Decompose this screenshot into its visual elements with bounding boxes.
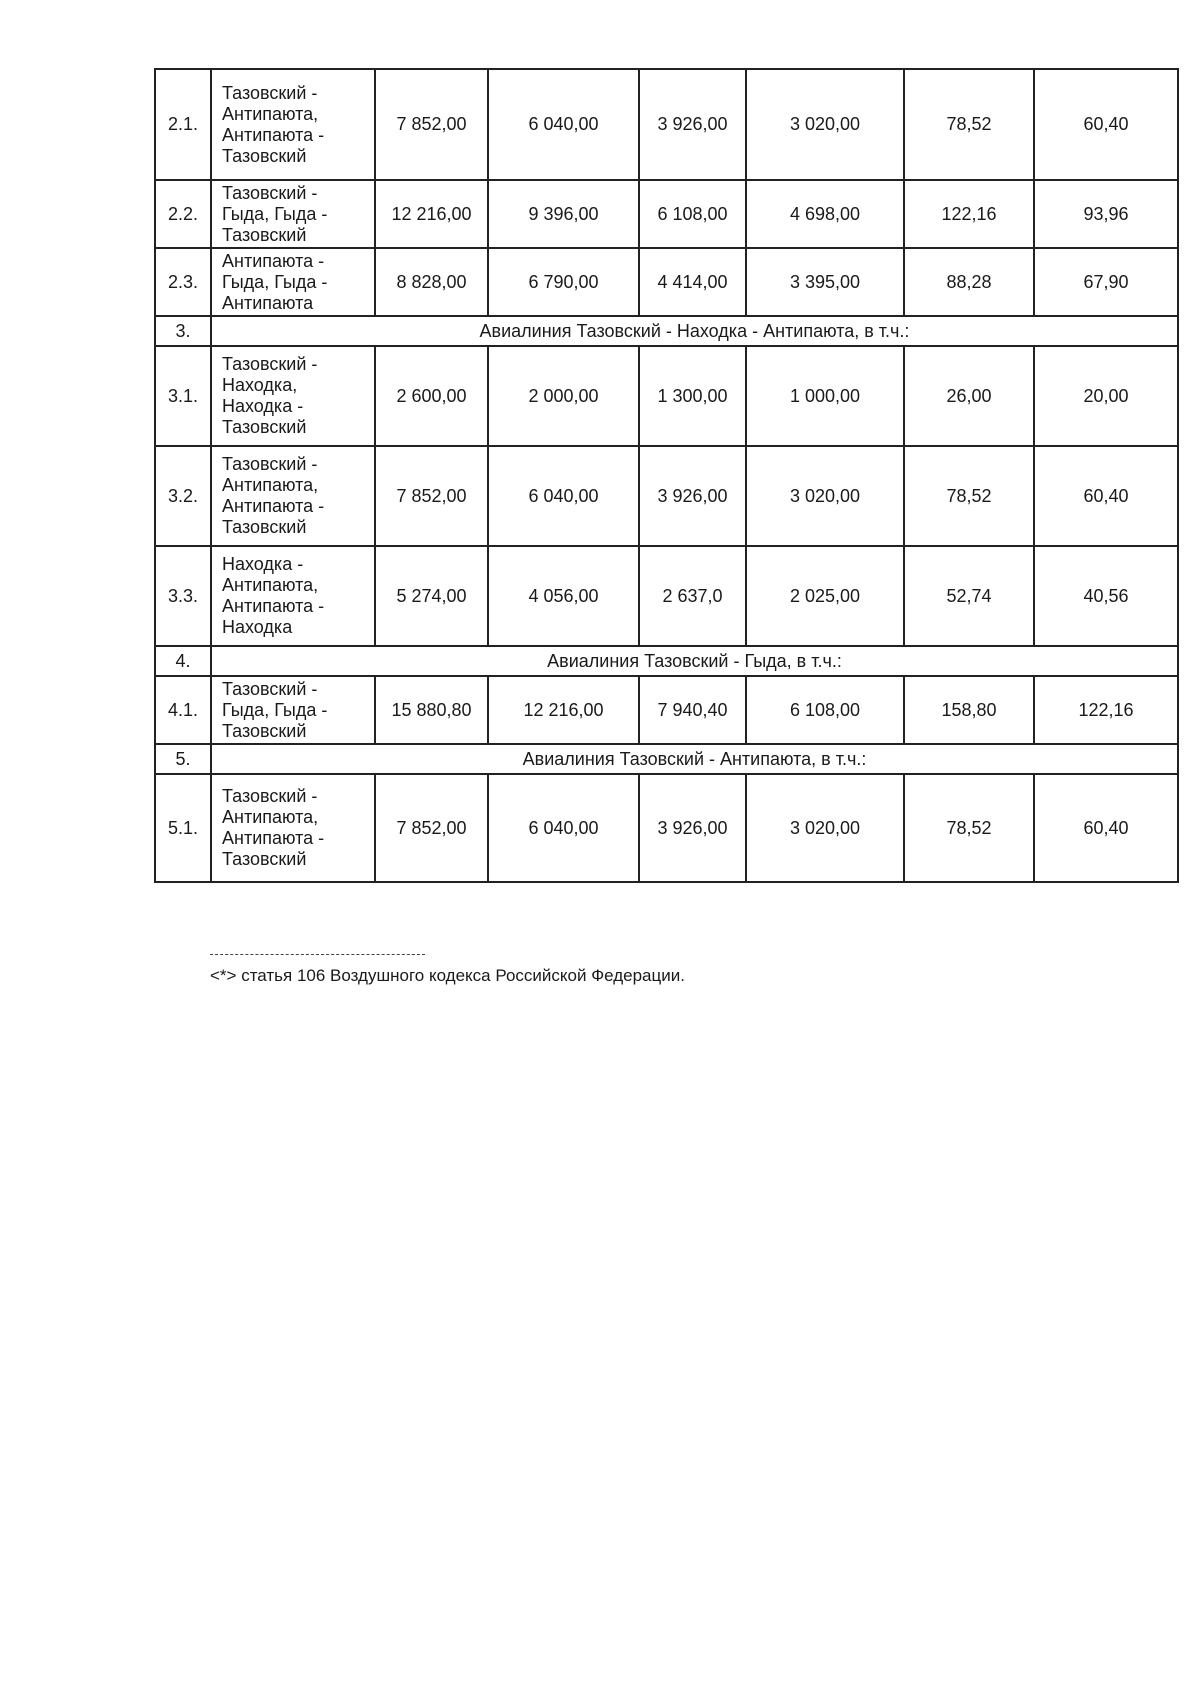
- value-cell: 3 926,00: [639, 446, 746, 546]
- row-number: 3.3.: [155, 546, 211, 646]
- section-title: Авиалиния Тазовский - Гыда, в т.ч.:: [211, 646, 1178, 676]
- value-cell: 1 000,00: [746, 346, 904, 446]
- value-cell: 1 300,00: [639, 346, 746, 446]
- value-cell: 12 216,00: [375, 180, 488, 248]
- value-cell: 52,74: [904, 546, 1034, 646]
- row-number: 4.: [155, 646, 211, 676]
- row-number: 2.3.: [155, 248, 211, 316]
- value-cell: 7 852,00: [375, 446, 488, 546]
- row-number: 2.1.: [155, 69, 211, 180]
- table-row: [155, 676, 1178, 744]
- row-number: 3.2.: [155, 446, 211, 546]
- row-number: 5.: [155, 744, 211, 774]
- route-name: Находка - Антипаюта, Антипаюта - Находка: [211, 546, 375, 646]
- section-row: [155, 744, 1178, 774]
- value-cell: 122,16: [1034, 676, 1178, 744]
- value-cell: 122,16: [904, 180, 1034, 248]
- value-cell: 7 852,00: [375, 69, 488, 180]
- table-body: [155, 69, 1178, 882]
- value-cell: 88,28: [904, 248, 1034, 316]
- section-row: [155, 316, 1178, 346]
- value-cell: 93,96: [1034, 180, 1178, 248]
- table-row: [155, 446, 1178, 546]
- value-cell: 4 056,00: [488, 546, 639, 646]
- value-cell: 3 020,00: [746, 446, 904, 546]
- value-cell: 3 926,00: [639, 774, 746, 882]
- row-number: 2.2.: [155, 180, 211, 248]
- value-cell: 4 414,00: [639, 248, 746, 316]
- value-cell: 9 396,00: [488, 180, 639, 248]
- value-cell: 4 698,00: [746, 180, 904, 248]
- value-cell: 2 025,00: [746, 546, 904, 646]
- section-title: Авиалиния Тазовский - Находка - Антипаюта, в т.ч.:: [211, 316, 1178, 346]
- row-number: 3.: [155, 316, 211, 346]
- footnote-text: <*> статья 106 Воздушного кодекса Российской Федерации.: [210, 966, 685, 985]
- value-cell: 78,52: [904, 774, 1034, 882]
- value-cell: 60,40: [1034, 446, 1178, 546]
- table-row: [155, 180, 1178, 248]
- value-cell: 6 108,00: [639, 180, 746, 248]
- value-cell: 78,52: [904, 69, 1034, 180]
- value-cell: 60,40: [1034, 774, 1178, 882]
- value-cell: 60,40: [1034, 69, 1178, 180]
- value-cell: 7 852,00: [375, 774, 488, 882]
- tariff-table: [154, 68, 1179, 883]
- value-cell: 7 940,40: [639, 676, 746, 744]
- value-cell: 26,00: [904, 346, 1034, 446]
- value-cell: 5 274,00: [375, 546, 488, 646]
- value-cell: 2 600,00: [375, 346, 488, 446]
- route-name: Тазовский - Антипаюта, Антипаюта - Тазовский: [211, 446, 375, 546]
- route-name: Антипаюта - Гыда, Гыда - Антипаюта: [211, 248, 375, 316]
- route-name: Тазовский - Антипаюта, Антипаюта - Тазовский: [211, 69, 375, 180]
- table-row: [155, 69, 1178, 180]
- value-cell: 40,56: [1034, 546, 1178, 646]
- value-cell: 8 828,00: [375, 248, 488, 316]
- value-cell: 78,52: [904, 446, 1034, 546]
- value-cell: 67,90: [1034, 248, 1178, 316]
- value-cell: 158,80: [904, 676, 1034, 744]
- value-cell: 6 040,00: [488, 446, 639, 546]
- value-cell: 3 395,00: [746, 248, 904, 316]
- value-cell: 6 108,00: [746, 676, 904, 744]
- table-row: [155, 248, 1178, 316]
- section-row: [155, 646, 1178, 676]
- footnote-rule: [210, 954, 425, 955]
- table-row: [155, 346, 1178, 446]
- value-cell: 6 040,00: [488, 69, 639, 180]
- value-cell: 2 637,0: [639, 546, 746, 646]
- row-number: 3.1.: [155, 346, 211, 446]
- value-cell: 6 040,00: [488, 774, 639, 882]
- route-name: Тазовский - Находка, Находка - Тазовский: [211, 346, 375, 446]
- value-cell: 6 790,00: [488, 248, 639, 316]
- value-cell: 20,00: [1034, 346, 1178, 446]
- route-name: Тазовский - Гыда, Гыда - Тазовский: [211, 676, 375, 744]
- value-cell: 3 020,00: [746, 69, 904, 180]
- row-number: 5.1.: [155, 774, 211, 882]
- table-row: [155, 774, 1178, 882]
- row-number: 4.1.: [155, 676, 211, 744]
- value-cell: 3 926,00: [639, 69, 746, 180]
- section-title: Авиалиния Тазовский - Антипаюта, в т.ч.:: [211, 744, 1178, 774]
- value-cell: 12 216,00: [488, 676, 639, 744]
- value-cell: 15 880,80: [375, 676, 488, 744]
- value-cell: 2 000,00: [488, 346, 639, 446]
- value-cell: 3 020,00: [746, 774, 904, 882]
- route-name: Тазовский - Антипаюта, Антипаюта - Тазовский: [211, 774, 375, 882]
- route-name: Тазовский - Гыда, Гыда - Тазовский: [211, 180, 375, 248]
- table-row: [155, 546, 1178, 646]
